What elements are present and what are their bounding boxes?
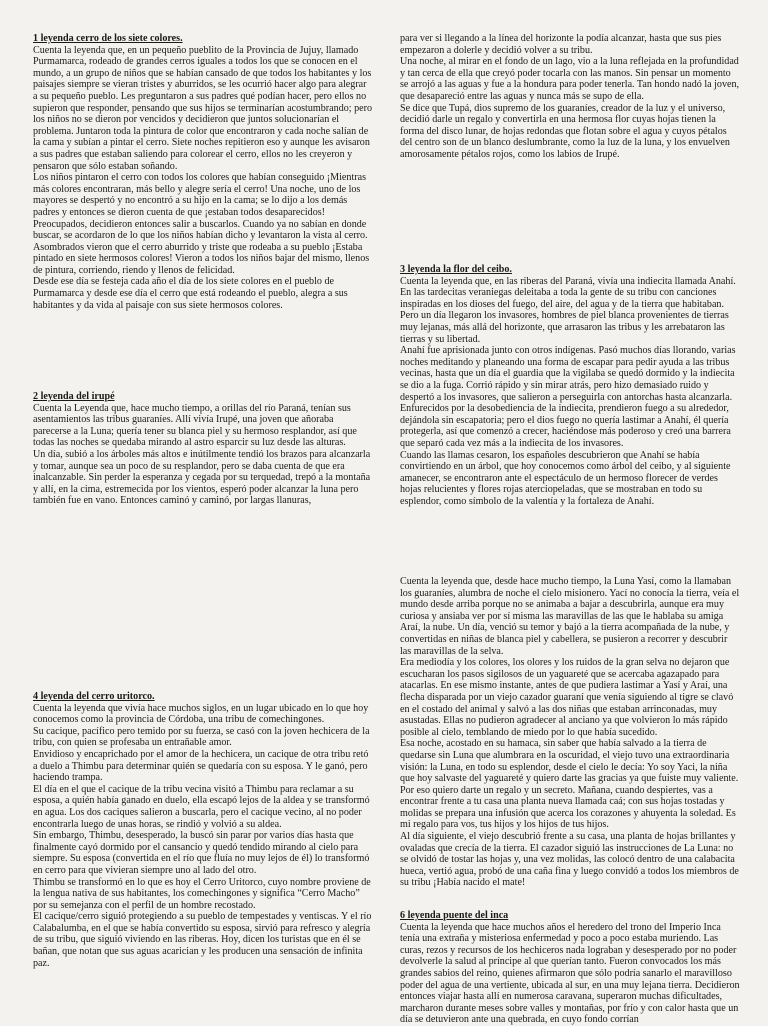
legend-6-title: 6 leyenda puente del inca	[400, 910, 509, 921]
legend-4-paragraph: Sin embargo, Thimbu, desesperado, la buscó sin parar por varios días hasta que finalmente cayó dormido por el cansancio y quedó tendido mirando al cielo para siempre. Su esposa (convertida en el río que fluía no muy lejos de él) lo transformó en cerro para que vivieran siempre uno al lado del otro.	[33, 830, 370, 876]
legend-4-paragraph: Su cacique, pacífico pero temido por su fuerza, se casó con la joven hechicera de la tribu, con quien se profesaba un entrañable amor.	[33, 725, 370, 749]
column-right-bottom	[400, 910, 740, 1026]
legend-4-paragraph: Thimbu se transformó en lo que es hoy el Cerro Uritorco, cuyo nombre proviene de la lengua nativa de sus habitantes, los comechingones y significa “Cerro Macho” por su semejanza con el perfil de un hombre recostado.	[33, 876, 371, 911]
column-right-lower	[400, 576, 740, 889]
legend-1-paragraph: Los niños pintaron el cerro con todos los colores que habían conseguido ¡Mientras más colores encontraran, más bello y alegre sería el cerro! Una noche, uno de los mayores se despertó y no encontró a su hijo en la cama; se lo dijo a los demás padres y entonces se dieron cuenta de que ¡estaban todos desaparecidos! Preocupados, decidieron entonces salir a buscarlos. Cuando ya no sabían en donde buscar, se acordaron de lo que los niños habían dicho y levantaron la vista al cerro. Asombrados vieron que el cerro aburrido y triste que rodeaba a su pueblo ¡Estaba pintado en siete hermosos colores! Vieron a todos los niños bajar del mismo, llenos de pintura, corriendo, riendo y llenos de felicidad.	[33, 172, 370, 276]
legend-4-paragraph: El cacique/cerro siguió protegiendo a su pueblo de tempestades y ventiscas. Y el río Calabalumba, en el que se había convertido su esposa, sirvió para refresco y alegría de su tribu, que siguió viviendo en las riberas. Hoy, dicen los turistas que en él se bañan, que notan que sus aguas acarician y les producen una sensación de infinita paz.	[33, 911, 372, 969]
legend-4-paragraph: El día en el que el cacique de la tribu vecina visitó a Thimbu para reclamar a su esposa, a quién había ganado en duelo, ella escapó lejos de la aldea y se transformó en agua. Los dos caciques salieron a buscarla, pero el cacique vecino, al no poder encontrarla luego de unas horas, se rindió y volvió a su aldea.	[33, 783, 370, 830]
legend-4-paragraph: Envidioso y encaprichado por el amor de la hechicera, un cacique de otra tribu retó a duelo a Thimbu para determinar quién se quedaría con su esposa. Y le ganó, pero haciendo trampa.	[33, 748, 369, 784]
legend-5-paragraph: Al día siguiente, el viejo descubrió frente a su casa, una planta de hojas brillantes y ovaladas que crecía de la tierra. El cazador siguió las instrucciones de La Luna: no se olvidó de tostar las hojas y, una vez molidas, las colocó dentro de una calabacita hueca, vertió agua, probó de una caña fina y luego convidó a todos los miembros de su tribu ¡Había nacido el mate!	[400, 831, 739, 889]
legend-2-continuation: para ver si llegando a la línea del horizonte la podía alcanzar, hasta que sus pies empezaron a dolerle y decidió volver a su tribu.	[400, 33, 722, 56]
column-left-top	[33, 33, 373, 311]
legend-3-paragraph: Anahí fue aprisionada junto con otros indígenas. Pasó muchos días llorando, varias noches meditando y planeando una forma de escapar para pedir ayuda a las tribus vecinas, hasta que un día el guardia que la vigilaba se quedó dormido y la indiecita se dio a la fuga. Corrió rápido y sin mirar atrás, pero hizo demasiado ruido y despertó a los invasores, que salieron a perseguirla con antorchas hasta alcanzarla. Enfurecidos por la desobediencia de la indiecita, prendieron fuego a su alrededor, dejándola sin escapatoria; pero el dios fuego no quería lastimar a Anahí, él quería protegerla, así que comenzó a crecer, haciéndose más poderoso y creó una barrera que separó cada vez más a la indiecita de los invasores.	[400, 345, 736, 449]
legend-5-paragraph: Esa noche, acostado en su hamaca, sin saber que había salvado a la tierra de quedarse sin Luna que alumbrara en la oscuridad, el viejo tuvo una extraordinaria visión: la Luna, en todo su esplendor, desde el cielo le decía: Yo soy Yaci, la niña que hoy salvaste del yaguareté y quiero darte las gracias ya que fuiste muy valiente. Por eso quiero darte un regalo y un secreto. Mañana, cuando despiertes, vas a encontrar frente a tu casa una planta nueva llamada caá; con sus hojas tostadas y molidas se prepara una infusión que acerca los corazones y ahuyenta la soledad. Es mi regalo para vos, tus hijos y los hijos de tus hijos.	[400, 738, 739, 831]
column-left-middle	[33, 391, 373, 507]
column-right-top	[400, 33, 740, 161]
legend-5-paragraph: Era mediodía y los colores, los olores y los ruidos de la gran selva no dejaron que escucharan los pasos sigilosos de un yaguareté que se acercaba agazapado para atacarlas. En ese mismo instante, antes de que pudiera lastimar a Yasí y Araí, una flecha disparada por un viejo cazador guaraní que venía siguiendo al tigre se clavó en el costado del animal y salvó a las dos niñas que estaban arrinconadas, muy asustadas. Ellas no pudieron agradecer al anciano ya que volvieron lo más rápido posible al cielo, temblando de miedo por lo que había sucedido.	[400, 657, 734, 738]
legend-1-paragraph: Cuenta la leyenda que, en un pequeño pueblito de la Provincia de Jujuy, llamado Purmamarca, rodeado de grandes cerros iguales a todos los que se conocen en el mundo, a un grupo de niños que se habían cansado de que todos los habitantes y los paisajes siempre se vieran tristes y aburridos, se les ocurrió hacer algo para alegrar a su pequeño pueblo. Les preguntaron a sus padres qué podían hacer, pero ellos no supieron que responder, pensando que sus hijos se terminarían acostumbrando; pero los niños no se dieron por vencidos y decidieron que juntos solucionarían el problema. Juntaron toda la pintura de color que encontraron y cada noche salían de la cama y subían a pintar el cerro. Siete noches repitieron eso y aunque les avisaron a sus padres que estaban saliendo para colorear el cerro, ellos no les creyeron y pensaron que sólo estaban soñando.	[33, 44, 373, 172]
legend-1-paragraph: Desde ese día se festeja cada año el día de los siete colores en el pueblo de Purmamarca y desde ese día el cerro que está rodeando el pueblo, alegra a sus habitantes y da vida al paisaje con sus siete hermosos colores.	[33, 276, 348, 311]
legend-4-paragraph: Cuenta la leyenda que vivía hace muchos siglos, en un lugar ubicado en lo que hoy conocemos como la provincia de Córdoba, una tribu de comechingones.	[33, 702, 369, 726]
column-left-bottom	[33, 691, 373, 969]
legend-4-title: 4 leyenda del cerro uritorco.	[33, 691, 155, 702]
legend-6-paragraph: Cuenta la leyenda que hace muchos años el heredero del trono del Imperio Inca tenía una extraña y misteriosa enfermedad y poco a poco estaba muriendo. Las curas, rezos y recursos de los hechiceros nada lograban y desesperado por no poder devolverle la salud al príncipe al que querían tanto. Fueron convocados los más grandes sabios del reino, quienes afirmaron que sólo podría sanarlo el maravilloso poder del agua de una vertiente, ubicada al sur, en una muy lejana tierra. Decidieron entonces viajar hasta allí en numerosa caravana, superaron muchas dificultades, marcharon durante meses sobre valles y montañas, por frío y con calor hasta que un día se detuvieron ante una quebrada, en cuyo fondo corrían	[400, 921, 740, 1026]
legend-3-paragraph: Cuenta la leyenda que, en las riberas del Paraná, vivía una indiecita llamada Anahí. En las tardecitas veraniegas deleitaba a toda la gente de su tribu con canciones inspiradas en los dioses del fuego, del aire, del agua y de la tierra que habitaban. Pero un día llegaron los invasores, hombres de piel blanca provenientes de tierras muy lejanas, más allá del horizonte, que arrasaron las tribus y les arrebataron las tierras y su libertad.	[400, 275, 736, 345]
legend-2-paragraph: Un día, subió a los árboles más altos e inútilmente tendió los brazos para alcanzarla y tomar, aunque sea un poco de su resplandor, pero se daba cuenta de que era inalcanzable. Sin perder la esperanza y cegada por su terquedad, trepó a la montaña y allí, en la cima, estremecida por los vientos, esperó poder alcanzar la luna pero también fue en vano. Entonces caminó y caminó, por largas llanuras,	[33, 448, 371, 507]
legend-2-paragraph: Cuenta la Leyenda que, hace mucho tiempo, a orillas del río Paraná, tenían sus asentamientos las tribus guaraníes. Allí vivía Irupé, una joven que añoraba parecerse a la Luna; quería tener su blanca piel y su hermoso resplandor, así que todas las noches se quedaba mirando al astro esparcir su luz desde las alturas.	[33, 402, 357, 449]
legend-2-title: 2 leyenda del irupé	[33, 391, 115, 402]
legend-5-paragraph: Cuenta la leyenda que, desde hace mucho tiempo, la Luna Yasí, como la llamaban los guaraníes, alumbra de noche el cielo misionero. Yací no conocía la tierra, veía el mundo desde arriba porque no se animaba a bajar a descubrirla, aunque era muy curiosa y ansiaba ver por sí misma las maravillas de las que le hablaba su amiga Araí, la nube. Un día, venció su temor y bajó a la tierra acompañada de la nube, y convertidas en niñas de blanca piel y cabellera, se pusieron a recorrer y descubrir las maravillas de la selva.	[400, 576, 740, 657]
legend-3-paragraph: Cuando las llamas cesaron, los españoles descubrieron que Anahí se había convirtiendo en un árbol, que hoy conocemos como árbol del ceibo, y al siguiente amanecer, se encontraron ante el espectáculo de un hermoso florecer de verdes hojas relucientes y flores rojas aterciopeladas, que se mostraban en todo su esplendor, como símbolo de la valentía y la fortaleza de Anahí.	[400, 449, 731, 507]
legend-2-continuation: Se dice que Tupá, dios supremo de los guaraníes, creador de la luz y el universo, decidió darle un regalo y convertirla en una hermosa flor cuyas hojas tienen la forma del disco lunar, de hojas redondas que flotan sobre el agua y cuyos pétalos del centro son de un blanco deslumbrante, como la luz de la luna, y los envuelven amorosamente pétalos rojos, como los labios de Irupé.	[400, 102, 730, 160]
legend-1-title: 1 leyenda cerro de los siete colores.	[33, 33, 183, 44]
legend-2-continuation: Una noche, al mirar en el fondo de un lago, vio a la luna reflejada en la profundidad y tan cerca de ella que creyó poder tocarla con las manos. Sin pensar un momento se arrojó a las aguas y fue a la hondura para poder tenerla. Tan hondo nadó la joven, que desapareció entre las aguas y nunca más se supo de ella.	[400, 56, 740, 102]
legend-3-title: 3 leyenda la flor del ceibo.	[400, 264, 512, 275]
column-right-middle	[400, 264, 740, 507]
